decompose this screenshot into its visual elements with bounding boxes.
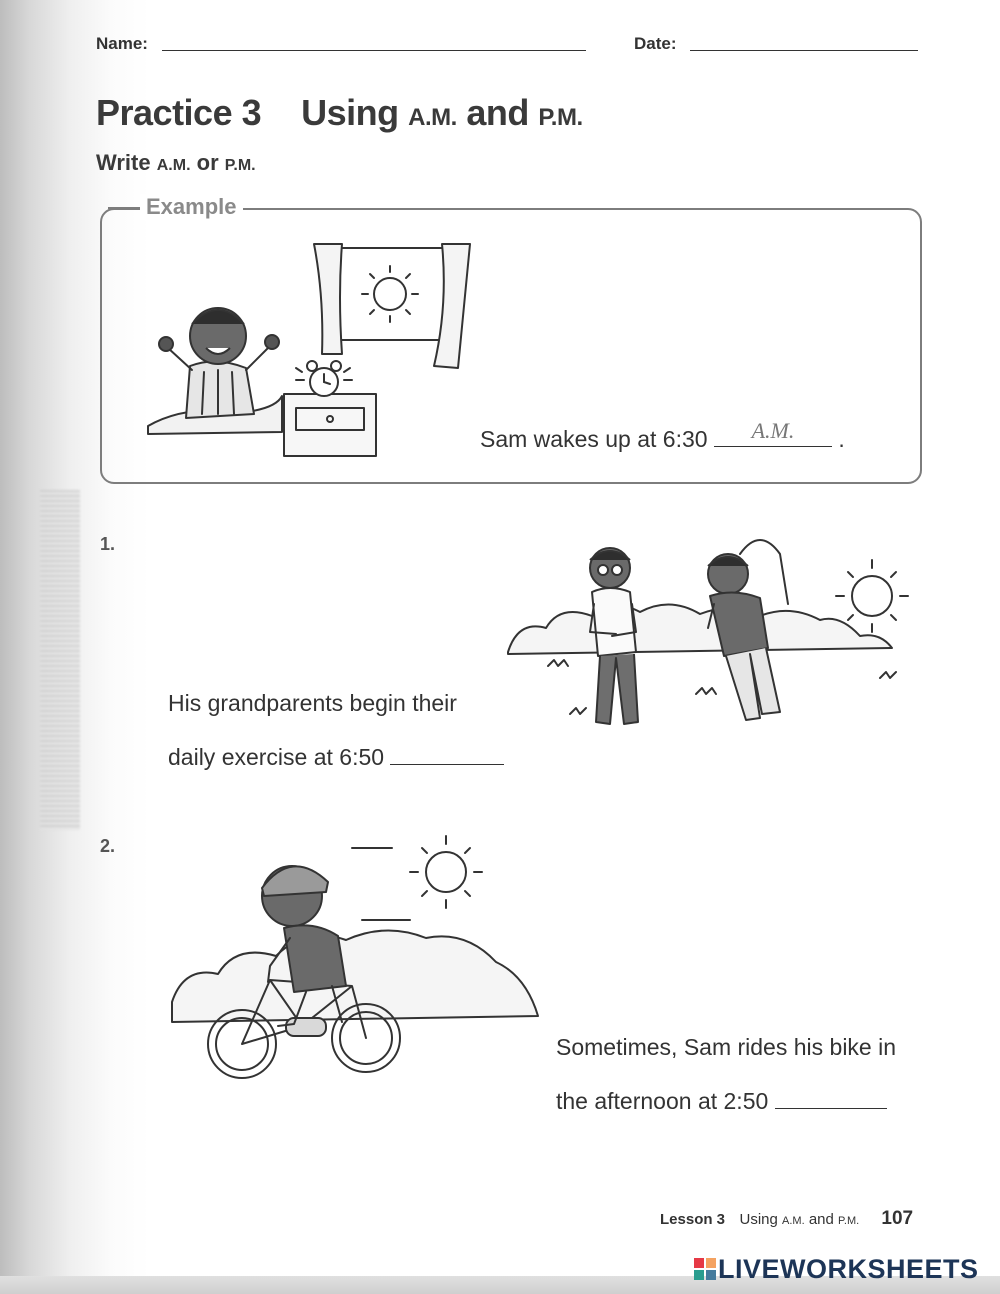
example-sentence-end: . (838, 426, 845, 452)
liveworksheets-logo-icon (694, 1258, 716, 1280)
footer-topic-am: A.M. (782, 1215, 805, 1227)
question-2-line-2 (556, 1088, 887, 1115)
question-2-number: 2. (100, 836, 116, 856)
title-using: Using (301, 92, 399, 133)
instructions-am: A.M. (156, 157, 191, 174)
title-pm: P.M. (538, 104, 583, 131)
instructions (96, 150, 256, 176)
bushes-icon (508, 604, 892, 654)
footer-topic (739, 1211, 863, 1228)
title-am: A.M. (408, 104, 457, 131)
title-and: and (466, 92, 529, 133)
book-spine-shadow (40, 490, 80, 830)
helmet-icon (262, 866, 328, 896)
example-sentence (480, 418, 845, 453)
question-1-line-2 (168, 744, 504, 771)
example-answer: A.M. (751, 418, 795, 443)
date-field-line[interactable] (690, 50, 918, 51)
example-illustration (146, 236, 486, 462)
bushes-icon (172, 930, 538, 1022)
example-box-corner (108, 207, 142, 209)
question-2-answer-blank[interactable] (775, 1090, 887, 1109)
question-1-number: 1. (100, 534, 116, 554)
sun-icon (852, 576, 892, 616)
footer-lesson: Lesson 3 (660, 1211, 726, 1228)
example-label: Example (140, 194, 243, 220)
footer-topic-using: Using (739, 1211, 778, 1228)
page-title (96, 92, 583, 134)
question-1-answer-blank[interactable] (390, 746, 504, 765)
instructions-write: Write (96, 150, 151, 175)
name-label: Name: (96, 34, 148, 53)
example-sentence-text: Sam wakes up at 6:30 (480, 426, 708, 452)
question-2-line-2-text: the afternoon at 2:50 (556, 1088, 769, 1114)
instructions-pm: P.M. (224, 157, 256, 174)
instructions-or: or (196, 150, 219, 175)
question-2-line-1: Sometimes, Sam rides his bike in (556, 1034, 897, 1060)
question-1-illustration (500, 524, 920, 734)
footer-topic-pm: P.M. (838, 1215, 860, 1227)
footer-topic-and: and (808, 1211, 834, 1228)
brand-name: LIVEWORKSHEETS (718, 1254, 979, 1284)
sun-icon (426, 852, 466, 892)
title-practice: Practice 3 (96, 92, 262, 133)
question-1-line-1: His grandparents begin their (168, 690, 457, 716)
name-field-line[interactable] (162, 50, 586, 51)
example-answer-blank (714, 418, 832, 447)
question-1-line-2-text: daily exercise at 6:50 (168, 744, 385, 770)
page-footer (660, 1208, 913, 1230)
liveworksheets-brand (694, 1254, 979, 1285)
date-label: Date: (634, 34, 677, 53)
sun-icon (374, 278, 406, 310)
page-number: 107 (881, 1208, 914, 1229)
question-2-illustration (166, 826, 546, 1092)
nightstand-icon (284, 394, 376, 456)
